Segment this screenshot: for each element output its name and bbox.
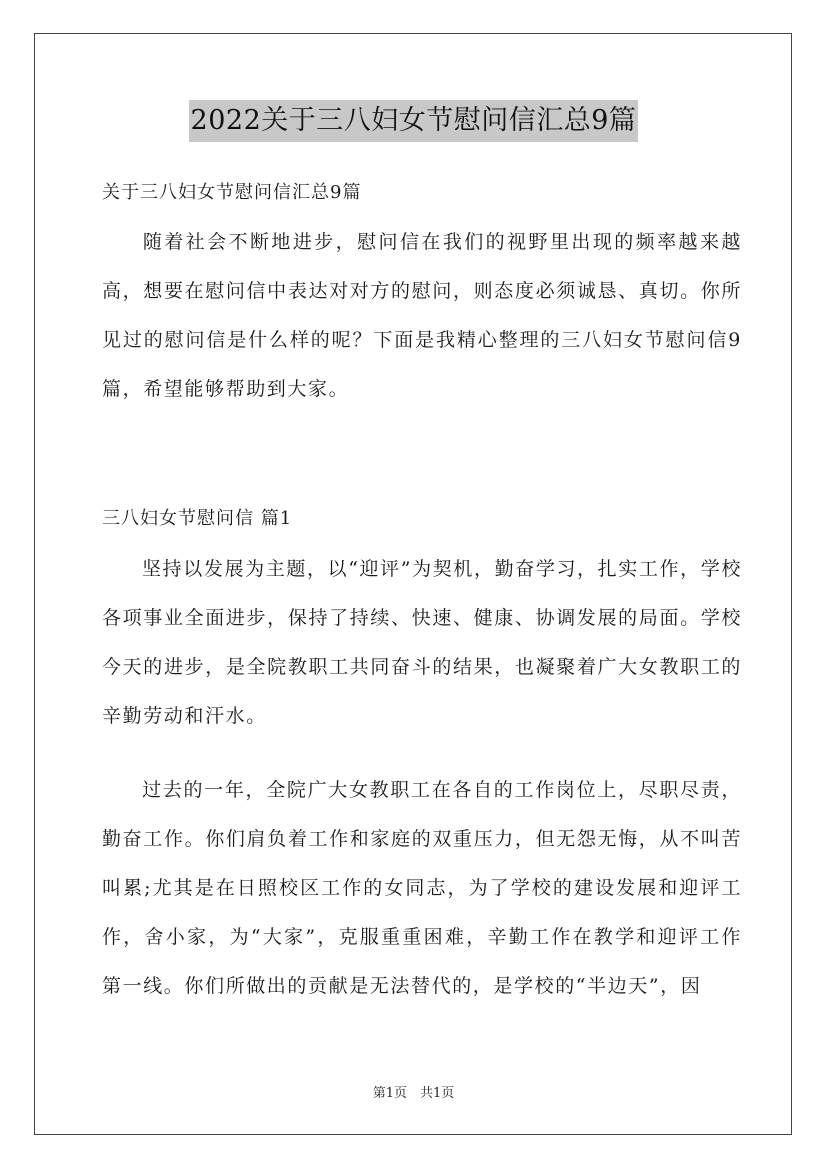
document-title: 2022关于三八妇女节慰问信汇总9篇 (189, 100, 639, 142)
page-footer: 第1页 共1页 (372, 1086, 455, 1101)
section-heading: 三八妇女节慰问信 篇1 (102, 508, 293, 529)
body-paragraph-1 (102, 545, 742, 741)
body-paragraph-2-text: 过去的一年，全院广大女教职工在各自的工作岗位上，尽职尽责，勤奋工作。你们肩负着工作和家庭的双重压力，但无怨无悔，从不叫苦叫累;尤其是在日照校区工作的女同志，为了学校的建设发展和迎评工作，舍小家，为“大家”，克服重重困难，辛勤工作在教学和迎评工作第一线。你们所做出的贡献是无法替代的，是学校的“半边天”，因 (102, 779, 742, 997)
intro-paragraph-text: 随着社会不断地进步，慰问信在我们的视野里出现的频率越来越高，想要在慰问信中表达对对方的慰问，则态度必须诚恳、真切。你所见过的慰问信是什么样的呢？下面是我精心整理的三八妇女节慰问信9篇，希望能够帮助到大家。 (102, 231, 742, 400)
intro-paragraph (102, 218, 742, 414)
body-paragraph-2 (102, 766, 742, 1011)
title-wrapper (0, 100, 827, 142)
document-subtitle: 关于三八妇女节慰问信汇总9篇 (102, 182, 362, 203)
body-paragraph-1-text: 坚持以发展为主题，以“迎评”为契机，勤奋学习，扎实工作，学校各项事业全面进步，保持了持续、快速、健康、协调发展的局面。学校今天的进步，是全院教职工共同奋斗的结果，也凝聚着广大女教职工的辛勤劳动和汗水。 (102, 558, 742, 727)
